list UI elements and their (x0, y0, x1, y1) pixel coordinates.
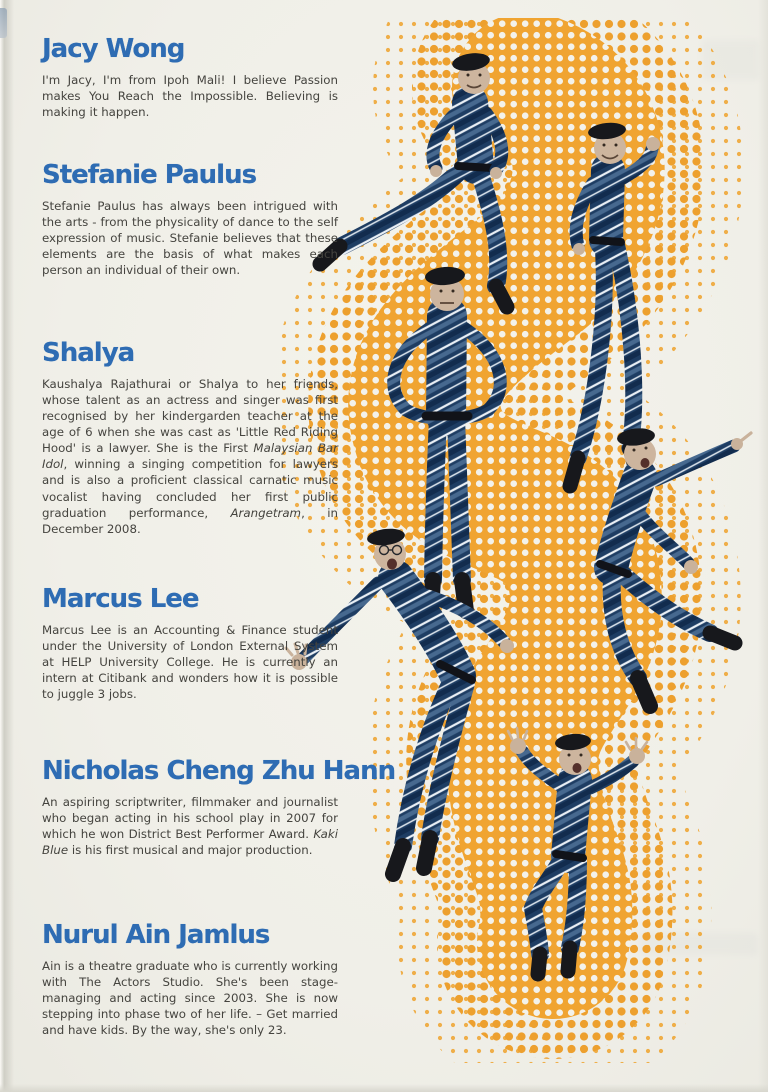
cast-bio: I'm Jacy, I'm from Ipoh Mali! I believe Passion makes You Reach the Impossible. Believing is making it happen. (42, 73, 338, 120)
cast-section-shalya (42, 340, 338, 537)
cast-name: Stefanie Paulus (42, 160, 257, 190)
cast-section-jacy-wong (42, 36, 338, 120)
page-edge-right (758, 0, 768, 1092)
cast-photo-collage (278, 18, 768, 1063)
cast-section-nurul-ain-jamlus (42, 922, 338, 1038)
cast-name: Shalya (42, 338, 135, 368)
page-edge-bottom (0, 1084, 768, 1092)
cast-name: Marcus Lee (42, 584, 199, 614)
cast-bio: Ain is a theatre graduate who is currently working with The Actors Studio. She's been stage-managing and acting since 2003. She is now stepping into phase two of her life. – Get married and have kids. By the way, she's only 23. (42, 959, 338, 1038)
cast-bio: Stefanie Paulus has always been intrigued with the arts - from the physicality of dance to the self expression of music. Stefanie believes that these elements are the basis of what makes each person an individual of their own. (42, 199, 338, 278)
scan-artifact-mark (0, 8, 7, 38)
cast-bio: Marcus Lee is an Accounting & Finance student under the University of London External System at HELP University College. He is currently an intern at Citibank and wonders how it is possible to juggle 3 jobs. (42, 623, 338, 702)
cast-name: Nurul Ain Jamlus (42, 920, 270, 950)
cast-name: Jacy Wong (42, 34, 185, 64)
cast-section-stefanie-paulus (42, 162, 338, 278)
cast-bio: An aspiring scriptwriter, filmmaker and journalist who began acting in his school play in 2007 for which he won District Best Performer Award. Kaki Blue is his first musical and major production. (42, 795, 338, 858)
cast-section-nicholas-cheng-zhu-hann (42, 756, 396, 858)
cast-section-marcus-lee (42, 586, 338, 702)
cast-bio: Kaushalya Rajathurai or Shalya to her friends, whose talent as an actress and singer was first recognised by her kindergarden teacher at the age of 6 when she was cast as 'Little Red Riding Hood' is a lawyer. She is the First Malaysian Bar Idol, winning a singing competition for lawyers and is also a proficient classical carnatic music vocalist having concluded her first public graduation performance, Arangetram, in December 2008. (42, 377, 338, 536)
cast-name: Nicholas Cheng Zhu Hann (42, 756, 396, 786)
page-edge-left (0, 0, 14, 1092)
